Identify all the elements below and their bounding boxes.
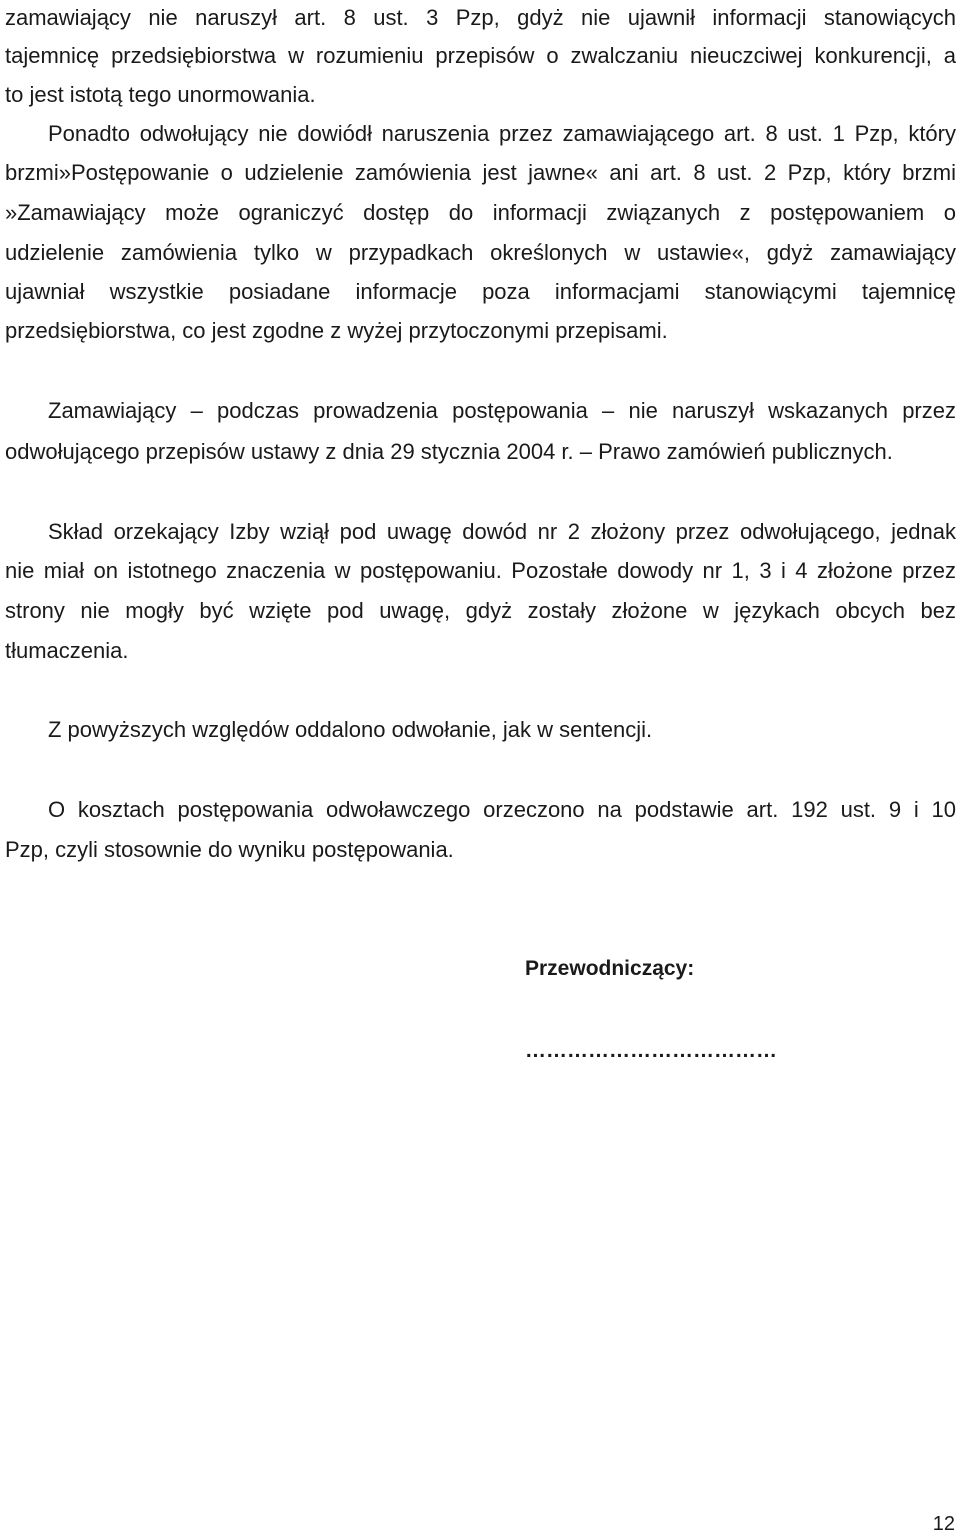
paragraph-1-line-3: to jest istotą tego unormowania. <box>5 82 316 107</box>
paragraph-3-line-1: Zamawiający – podczas prowadzenia postępowania – nie naruszył wskazanych przez <box>48 398 956 423</box>
page-number: 12 <box>932 1513 955 1535</box>
paragraph-4-line-4: tłumaczenia. <box>5 638 129 663</box>
paragraph-4-line-1: Skład orzekający Izby wziął pod uwagę dowód nr 2 złożony przez odwołującego, jednak <box>48 519 956 544</box>
paragraph-2-line-3: »Zamawiający może ograniczyć dostęp do informacji związanych z postępowaniem o <box>5 200 956 225</box>
paragraph-5-line-1: Z powyższych względów oddalono odwołanie, jak w sentencji. <box>48 717 653 742</box>
paragraph-2-line-4: udzielenie zamówienia tylko w przypadkach określonych w ustawie«, gdyż zamawiający <box>5 240 956 265</box>
paragraph-1-line-2: tajemnicę przedsiębiorstwa w rozumieniu przepisów o zwalczaniu nieuczciwej konkurencji, a <box>5 43 956 68</box>
paragraph-2-line-5: ujawniał wszystkie posiadane informacje poza informacjami stanowiącymi tajemnicę <box>5 279 956 304</box>
paragraph-6-line-2: Pzp, czyli stosownie do wyniku postępowania. <box>5 837 454 862</box>
paragraph-4-line-2: nie miał on istotnego znaczenia w postępowaniu. Pozostałe dowody nr 1, 3 i 4 złożone przez <box>5 558 956 583</box>
paragraph-2-line-2: brzmi»Postępowanie o udzielenie zamówienia jest jawne« ani art. 8 ust. 2 Pzp, który brzmi <box>5 160 956 185</box>
signature-label: Przewodniczący: <box>525 957 695 980</box>
paragraph-1-line-1: zamawiający nie naruszył art. 8 ust. 3 Pzp, gdyż nie ujawnił informacji stanowiących <box>5 5 956 30</box>
signature-dots: ……………………………… <box>525 1039 777 1062</box>
paragraph-3-line-2: odwołującego przepisów ustawy z dnia 29 stycznia 2004 r. – Prawo zamówień publicznych. <box>5 439 893 464</box>
paragraph-4-line-3: strony nie mogły być wzięte pod uwagę, gdyż zostały złożone w językach obcych bez <box>5 598 956 623</box>
paragraph-6-line-1: O kosztach postępowania odwoławczego orzeczono na podstawie art. 192 ust. 9 i 10 <box>48 797 956 822</box>
paragraph-2-line-6: przedsiębiorstwa, co jest zgodne z wyżej przytoczonymi przepisami. <box>5 318 668 343</box>
paragraph-2-line-1: Ponadto odwołujący nie dowiódł naruszenia przez zamawiającego art. 8 ust. 1 Pzp, który <box>48 121 956 146</box>
